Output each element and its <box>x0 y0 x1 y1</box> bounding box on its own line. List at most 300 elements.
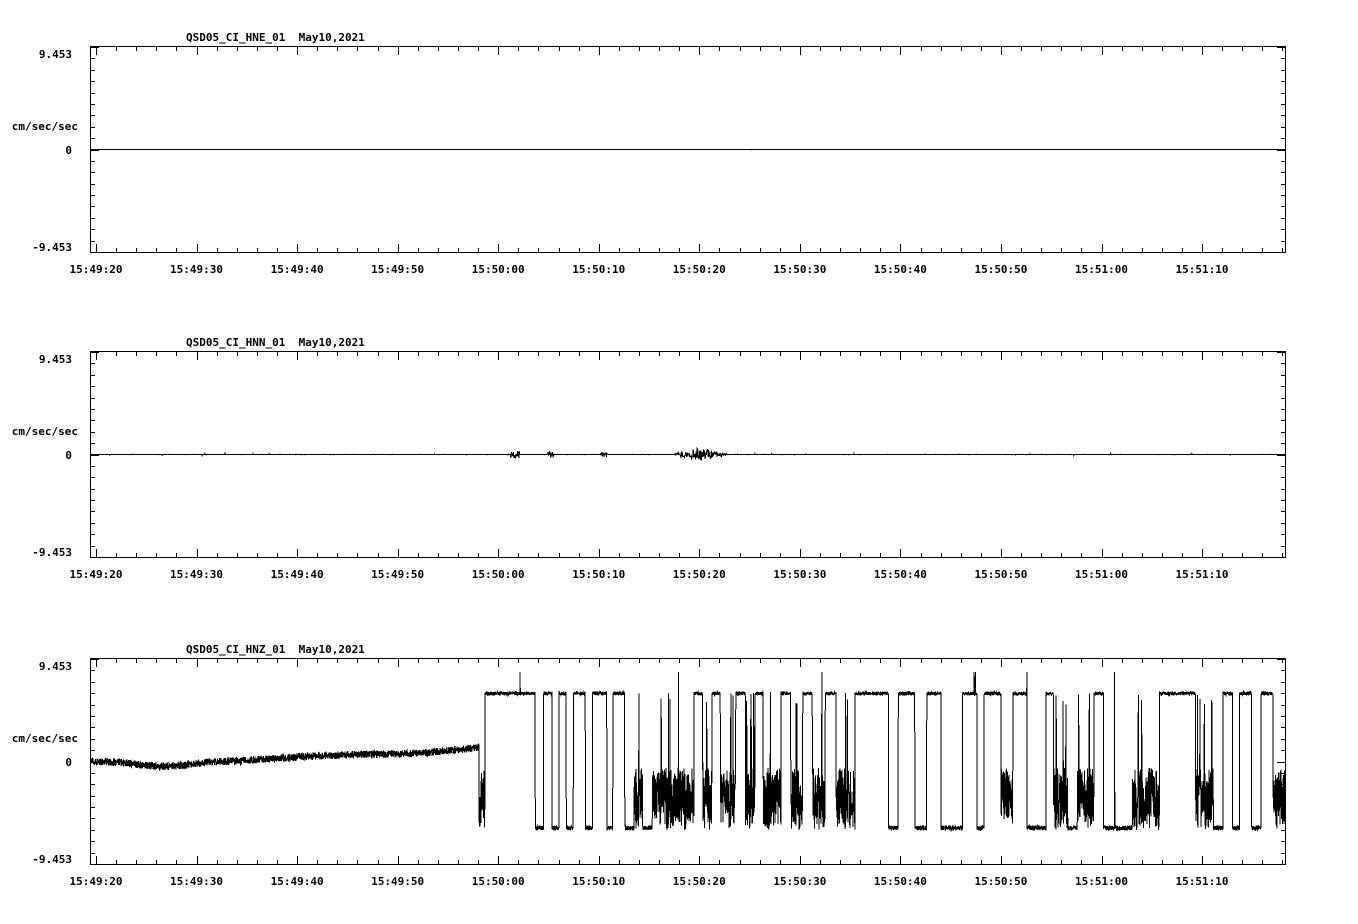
x-tick-major <box>699 549 700 558</box>
x-tick-label: 15:49:50 <box>371 263 425 276</box>
panel-hne-plot-area <box>90 46 1286 253</box>
x-tick-minor <box>1162 553 1163 558</box>
panel-hne-title: QSD05_CI_HNE_01 May10,2021 <box>186 31 365 44</box>
x-tick-minor <box>217 860 218 865</box>
x-tick-minor-top <box>981 351 982 356</box>
x-tick-label: 15:50:00 <box>471 263 525 276</box>
x-tick-label: 15:50:10 <box>572 568 626 581</box>
x-tick-minor-top <box>740 658 741 663</box>
x-tick-minor-top <box>317 658 318 663</box>
y-tick-minor <box>90 398 95 399</box>
x-tick-minor <box>156 248 157 253</box>
x-tick-label: 15:50:30 <box>773 568 827 581</box>
x-tick-minor <box>136 553 137 558</box>
y-tick-minor-right <box>1281 398 1286 399</box>
x-tick-minor-top <box>1182 658 1183 663</box>
x-tick-major-top <box>297 46 298 55</box>
y-tick-minor <box>90 409 95 410</box>
x-tick-major <box>1102 856 1103 865</box>
y-tick-major-right <box>1277 352 1286 353</box>
x-tick-minor-top <box>1242 658 1243 663</box>
y-tick-minor <box>90 853 95 854</box>
x-tick-minor <box>941 553 942 558</box>
y-tick-minor-right <box>1281 807 1286 808</box>
x-tick-minor <box>317 553 318 558</box>
x-tick-minor <box>1081 553 1082 558</box>
x-tick-minor-top <box>337 658 338 663</box>
x-tick-minor <box>518 860 519 865</box>
x-tick-major-top <box>599 46 600 55</box>
x-tick-minor-top <box>1262 351 1263 356</box>
x-tick-minor-top <box>659 46 660 51</box>
x-tick-minor-top <box>538 46 539 51</box>
x-tick-minor <box>378 553 379 558</box>
x-tick-minor <box>659 553 660 558</box>
x-tick-minor <box>961 553 962 558</box>
x-tick-minor <box>579 248 580 253</box>
y-tick-minor-right <box>1281 206 1286 207</box>
y-tick-minor-right <box>1281 841 1286 842</box>
y-tick-minor-right <box>1281 93 1286 94</box>
y-tick-minor <box>90 489 95 490</box>
y-tick-minor-right <box>1281 523 1286 524</box>
x-tick-major-top <box>1001 46 1002 55</box>
x-tick-minor-top <box>840 46 841 51</box>
x-tick-minor <box>1061 860 1062 865</box>
x-tick-major <box>297 244 298 253</box>
panel-hnn-ytick-bottom: -9.453 <box>32 546 72 559</box>
x-tick-minor <box>176 553 177 558</box>
x-tick-minor <box>1242 248 1243 253</box>
x-tick-minor <box>1122 860 1123 865</box>
x-tick-minor <box>277 553 278 558</box>
x-tick-minor <box>760 553 761 558</box>
x-tick-minor-top <box>1041 351 1042 356</box>
x-tick-minor <box>1222 248 1223 253</box>
x-tick-minor <box>357 553 358 558</box>
x-tick-minor-top <box>156 658 157 663</box>
x-tick-minor-top <box>257 46 258 51</box>
y-tick-minor <box>90 750 95 751</box>
x-tick-minor <box>1222 860 1223 865</box>
x-tick-minor-top <box>860 351 861 356</box>
x-tick-minor <box>1142 553 1143 558</box>
y-tick-minor-right <box>1281 466 1286 467</box>
x-tick-major <box>1001 549 1002 558</box>
x-tick-minor-top <box>217 658 218 663</box>
x-tick-minor-top <box>277 351 278 356</box>
x-tick-minor <box>478 553 479 558</box>
y-tick-minor-right <box>1281 115 1286 116</box>
y-tick-minor-right <box>1281 739 1286 740</box>
x-tick-minor-top <box>478 351 479 356</box>
x-tick-minor <box>1162 860 1163 865</box>
x-tick-minor <box>478 860 479 865</box>
y-tick-major-right <box>1277 659 1286 660</box>
x-tick-minor-top <box>1061 351 1062 356</box>
y-tick-minor <box>90 773 95 774</box>
x-tick-minor <box>659 860 660 865</box>
x-tick-minor-top <box>518 658 519 663</box>
y-tick-minor-right <box>1281 670 1286 671</box>
y-tick-minor <box>90 841 95 842</box>
x-tick-minor-top <box>538 351 539 356</box>
x-tick-label: 15:51:10 <box>1175 263 1229 276</box>
x-tick-minor <box>237 553 238 558</box>
y-tick-minor <box>90 466 95 467</box>
x-tick-major-top <box>1102 46 1103 55</box>
x-tick-minor <box>619 248 620 253</box>
x-tick-minor-top <box>921 46 922 51</box>
x-tick-minor-top <box>941 46 942 51</box>
x-tick-label: 15:50:50 <box>974 568 1028 581</box>
x-tick-minor <box>1122 248 1123 253</box>
x-tick-minor <box>1041 860 1042 865</box>
x-tick-minor-top <box>136 46 137 51</box>
x-tick-minor-top <box>257 351 258 356</box>
x-tick-label: 15:50:10 <box>572 263 626 276</box>
x-tick-minor <box>880 248 881 253</box>
x-tick-minor-top <box>337 351 338 356</box>
y-tick-minor-right <box>1281 161 1286 162</box>
x-tick-major-top <box>900 658 901 667</box>
x-tick-minor <box>518 553 519 558</box>
y-tick-minor-right <box>1281 420 1286 421</box>
x-tick-major <box>699 244 700 253</box>
y-tick-minor-right <box>1281 104 1286 105</box>
x-tick-minor-top <box>418 658 419 663</box>
y-tick-minor <box>90 523 95 524</box>
x-tick-major-top <box>1001 658 1002 667</box>
x-tick-minor <box>941 860 942 865</box>
x-tick-minor-top <box>237 46 238 51</box>
y-tick-minor <box>90 386 95 387</box>
y-tick-major <box>90 455 99 456</box>
x-tick-minor <box>217 553 218 558</box>
x-tick-minor-top <box>559 46 560 51</box>
y-tick-minor <box>90 670 95 671</box>
panel-hne-ytick-top: 9.453 <box>38 48 72 61</box>
x-tick-minor-top <box>619 351 620 356</box>
x-tick-minor-top <box>760 351 761 356</box>
x-tick-label: 15:50:00 <box>471 568 525 581</box>
x-tick-minor-top <box>1021 658 1022 663</box>
panel-hnz-plot-area <box>90 658 1286 865</box>
x-tick-major <box>1102 244 1103 253</box>
y-tick-minor <box>90 477 95 478</box>
y-tick-minor-right <box>1281 727 1286 728</box>
y-tick-minor-right <box>1281 229 1286 230</box>
x-tick-minor-top <box>921 351 922 356</box>
panel-hnn-plot-area <box>90 351 1286 558</box>
x-tick-minor <box>1021 553 1022 558</box>
panel-hnz-y-units: cm/sec/sec <box>11 732 78 745</box>
y-tick-major-right <box>1277 864 1286 865</box>
x-tick-minor <box>1081 248 1082 253</box>
x-tick-label: 15:50:50 <box>974 263 1028 276</box>
x-tick-minor-top <box>1222 46 1223 51</box>
x-tick-minor-top <box>1142 658 1143 663</box>
x-tick-minor-top <box>217 351 218 356</box>
x-tick-minor <box>116 553 117 558</box>
x-tick-minor <box>840 248 841 253</box>
x-tick-minor <box>257 248 258 253</box>
x-tick-minor <box>921 553 922 558</box>
x-tick-label: 15:49:50 <box>371 875 425 888</box>
x-tick-minor <box>679 860 680 865</box>
y-tick-minor <box>90 784 95 785</box>
x-tick-minor <box>337 248 338 253</box>
x-tick-major-top <box>498 658 499 667</box>
panel-hnn-ytick-zero: 0 <box>65 449 72 462</box>
x-tick-major <box>498 244 499 253</box>
x-tick-minor <box>740 248 741 253</box>
x-tick-minor-top <box>1182 46 1183 51</box>
x-tick-minor <box>418 553 419 558</box>
x-tick-major <box>297 856 298 865</box>
y-tick-major <box>90 557 99 558</box>
x-tick-major-top <box>1202 46 1203 55</box>
x-tick-label: 15:50:40 <box>873 875 927 888</box>
x-tick-label: 15:49:30 <box>170 875 224 888</box>
x-tick-minor <box>961 860 962 865</box>
x-tick-minor-top <box>1081 46 1082 51</box>
y-tick-minor <box>90 443 95 444</box>
x-tick-label: 15:49:20 <box>69 875 123 888</box>
x-tick-minor-top <box>458 658 459 663</box>
x-tick-minor-top <box>458 351 459 356</box>
x-tick-minor <box>337 553 338 558</box>
x-tick-major <box>800 856 801 865</box>
x-tick-minor <box>418 248 419 253</box>
x-tick-minor <box>1182 860 1183 865</box>
y-tick-minor-right <box>1281 489 1286 490</box>
y-tick-minor-right <box>1281 375 1286 376</box>
x-tick-major-top <box>699 46 700 55</box>
x-tick-minor <box>1061 553 1062 558</box>
y-tick-minor-right <box>1281 830 1286 831</box>
x-tick-minor <box>579 860 580 865</box>
x-tick-minor <box>257 860 258 865</box>
x-tick-minor-top <box>1142 351 1143 356</box>
x-tick-minor <box>257 553 258 558</box>
panel-hne-waveform <box>91 47 1285 252</box>
x-tick-major <box>599 549 600 558</box>
x-tick-minor-top <box>438 46 439 51</box>
x-tick-minor <box>760 860 761 865</box>
y-tick-major-right <box>1277 47 1286 48</box>
y-tick-minor-right <box>1281 477 1286 478</box>
x-tick-minor-top <box>1081 658 1082 663</box>
y-tick-minor-right <box>1281 784 1286 785</box>
x-tick-minor <box>860 248 861 253</box>
x-tick-minor-top <box>941 658 942 663</box>
x-tick-minor-top <box>740 351 741 356</box>
x-tick-minor-top <box>719 658 720 663</box>
y-tick-major <box>90 47 99 48</box>
x-tick-minor <box>538 248 539 253</box>
x-tick-minor <box>116 248 117 253</box>
x-tick-minor <box>860 553 861 558</box>
y-tick-minor-right <box>1281 705 1286 706</box>
y-tick-minor-right <box>1281 409 1286 410</box>
x-tick-minor-top <box>277 46 278 51</box>
x-tick-major <box>197 244 198 253</box>
x-tick-minor <box>116 860 117 865</box>
x-tick-minor-top <box>719 351 720 356</box>
y-tick-minor <box>90 195 95 196</box>
x-tick-major <box>498 856 499 865</box>
x-tick-minor <box>860 860 861 865</box>
x-tick-minor <box>719 860 720 865</box>
y-tick-major <box>90 252 99 253</box>
y-tick-minor-right <box>1281 773 1286 774</box>
x-tick-minor-top <box>719 46 720 51</box>
x-tick-minor <box>921 248 922 253</box>
x-tick-minor-top <box>840 658 841 663</box>
x-tick-label: 15:50:20 <box>672 875 726 888</box>
x-tick-label: 15:49:50 <box>371 568 425 581</box>
x-tick-minor <box>679 248 680 253</box>
x-tick-minor-top <box>780 46 781 51</box>
x-tick-minor-top <box>378 351 379 356</box>
panel-hnz-ytick-zero: 0 <box>65 756 72 769</box>
x-tick-minor <box>719 248 720 253</box>
x-tick-minor <box>941 248 942 253</box>
y-tick-major <box>90 150 99 151</box>
y-tick-minor-right <box>1281 386 1286 387</box>
y-tick-minor-right <box>1281 682 1286 683</box>
x-tick-minor <box>1182 553 1183 558</box>
x-tick-minor-top <box>659 351 660 356</box>
y-tick-major-right <box>1277 455 1286 456</box>
y-tick-minor <box>90 727 95 728</box>
x-tick-minor-top <box>1122 658 1123 663</box>
x-tick-minor <box>136 860 137 865</box>
x-tick-minor <box>559 860 560 865</box>
x-tick-minor <box>337 860 338 865</box>
y-tick-minor-right <box>1281 546 1286 547</box>
x-tick-minor <box>378 860 379 865</box>
x-tick-major <box>297 549 298 558</box>
x-tick-label: 15:49:20 <box>69 263 123 276</box>
y-tick-minor <box>90 693 95 694</box>
y-tick-minor <box>90 218 95 219</box>
x-tick-major <box>398 244 399 253</box>
y-tick-minor <box>90 104 95 105</box>
y-tick-minor-right <box>1281 172 1286 173</box>
x-tick-label: 15:49:20 <box>69 568 123 581</box>
x-tick-minor-top <box>378 658 379 663</box>
x-tick-minor <box>518 248 519 253</box>
x-tick-minor <box>458 248 459 253</box>
x-tick-major-top <box>800 351 801 360</box>
x-tick-major-top <box>498 46 499 55</box>
x-tick-minor <box>1021 860 1022 865</box>
x-tick-minor <box>538 860 539 865</box>
y-tick-minor-right <box>1281 70 1286 71</box>
panel-hnn-waveform <box>91 352 1285 557</box>
x-tick-minor-top <box>1222 658 1223 663</box>
x-tick-major-top <box>1001 351 1002 360</box>
y-tick-major-right <box>1277 252 1286 253</box>
x-tick-minor-top <box>740 46 741 51</box>
x-tick-minor <box>679 553 680 558</box>
x-tick-major-top <box>900 351 901 360</box>
x-tick-minor-top <box>981 658 982 663</box>
x-tick-major <box>498 549 499 558</box>
x-tick-minor-top <box>1162 658 1163 663</box>
x-tick-minor <box>559 553 560 558</box>
x-tick-major-top <box>1102 658 1103 667</box>
x-tick-minor-top <box>1162 46 1163 51</box>
x-tick-minor-top <box>136 351 137 356</box>
y-tick-minor <box>90 500 95 501</box>
x-tick-minor-top <box>880 658 881 663</box>
x-tick-label: 15:50:40 <box>873 263 927 276</box>
x-tick-minor <box>880 553 881 558</box>
y-tick-major <box>90 762 99 763</box>
y-tick-minor-right <box>1281 127 1286 128</box>
y-tick-minor-right <box>1281 534 1286 535</box>
x-tick-minor-top <box>780 351 781 356</box>
x-tick-minor <box>740 553 741 558</box>
x-tick-minor-top <box>277 658 278 663</box>
y-tick-minor-right <box>1281 796 1286 797</box>
x-tick-minor-top <box>961 46 962 51</box>
x-tick-label: 15:49:40 <box>270 568 324 581</box>
x-tick-major-top <box>900 46 901 55</box>
x-tick-minor <box>981 248 982 253</box>
x-tick-minor-top <box>1122 46 1123 51</box>
panel-hnz-title: QSD05_CI_HNZ_01 May10,2021 <box>186 643 365 656</box>
x-tick-minor <box>780 553 781 558</box>
y-tick-minor-right <box>1281 195 1286 196</box>
x-tick-minor <box>1142 860 1143 865</box>
x-tick-minor <box>277 248 278 253</box>
x-tick-major <box>800 549 801 558</box>
x-tick-minor <box>1081 860 1082 865</box>
y-tick-minor <box>90 172 95 173</box>
x-tick-minor-top <box>518 351 519 356</box>
x-tick-label: 15:50:30 <box>773 263 827 276</box>
x-tick-minor <box>1242 553 1243 558</box>
x-tick-major <box>900 856 901 865</box>
x-tick-major <box>900 244 901 253</box>
y-tick-minor <box>90 241 95 242</box>
x-tick-label: 15:50:40 <box>873 568 927 581</box>
x-tick-minor-top <box>357 351 358 356</box>
panel-hnn-title: QSD05_CI_HNN_01 May10,2021 <box>186 336 365 349</box>
x-tick-minor <box>820 553 821 558</box>
x-tick-minor <box>1041 553 1042 558</box>
y-tick-minor-right <box>1281 818 1286 819</box>
y-tick-minor-right <box>1281 716 1286 717</box>
x-tick-major-top <box>197 46 198 55</box>
x-tick-major <box>1102 549 1103 558</box>
y-tick-minor <box>90 716 95 717</box>
x-tick-minor-top <box>1061 46 1062 51</box>
x-tick-major-top <box>398 351 399 360</box>
x-tick-minor-top <box>659 658 660 663</box>
x-tick-minor-top <box>136 658 137 663</box>
y-tick-minor-right <box>1281 443 1286 444</box>
y-tick-minor <box>90 739 95 740</box>
x-tick-minor <box>277 860 278 865</box>
x-tick-minor-top <box>478 46 479 51</box>
x-tick-minor <box>719 553 720 558</box>
x-tick-minor-top <box>116 658 117 663</box>
